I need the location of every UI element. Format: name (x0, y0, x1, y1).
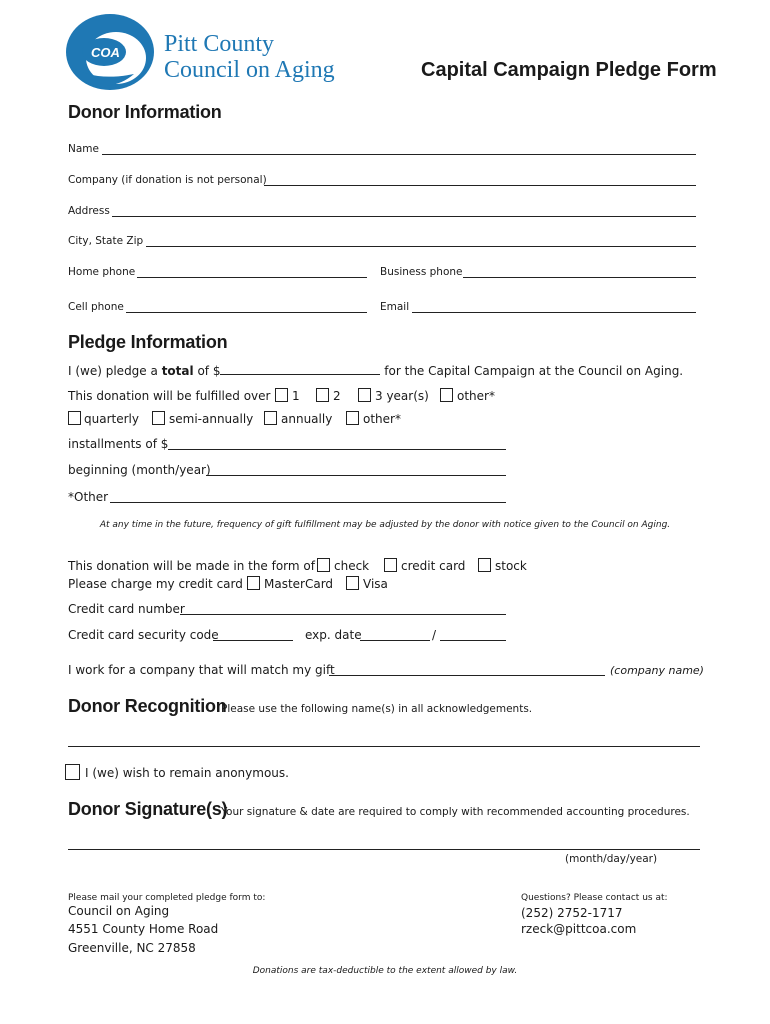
check-label: check (334, 559, 370, 573)
anonymous-checkbox[interactable] (65, 764, 80, 780)
mail-city: Greenville, NC 27858 (68, 941, 196, 955)
signature-field[interactable] (68, 849, 700, 850)
logo (64, 12, 384, 92)
quarterly-label: quarterly (84, 412, 139, 426)
mail-street: 4551 County Home Road (68, 922, 219, 936)
stock-checkbox[interactable] (478, 558, 491, 572)
company-field[interactable] (264, 185, 696, 186)
date-hint: (month/day/year) (565, 853, 658, 865)
pledge-suffix: for the Capital Campaign at the Council on Aging. (384, 364, 684, 378)
email-field[interactable] (412, 312, 696, 313)
quarterly-checkbox[interactable] (68, 411, 81, 425)
email-label: Email (380, 301, 410, 313)
visa-label: Visa (363, 577, 388, 591)
cell-phone-field[interactable] (126, 312, 367, 313)
other-field[interactable] (110, 502, 506, 503)
period-2-checkbox[interactable] (316, 388, 329, 402)
installments-field[interactable] (168, 449, 506, 450)
charge-label: Please charge my credit card (68, 577, 243, 591)
semi-annually-checkbox[interactable] (152, 411, 165, 425)
logo-badge: COA (91, 45, 120, 60)
frequency-other-checkbox[interactable] (346, 411, 359, 425)
name-field[interactable] (102, 154, 696, 155)
contact-phone: (252) 2752-1717 (521, 906, 623, 920)
card-number-label: Credit card number (68, 602, 185, 616)
frequency-other-label: other* (363, 412, 401, 426)
period-other-label: other* (457, 389, 495, 403)
fulfillment-note: At any time in the future, frequency of gift fulfillment may be adjusted by the donor with notice given to the Council on Aging. (99, 520, 671, 530)
donor-info-heading: Donor Information (68, 102, 222, 122)
cell-phone-label: Cell phone (68, 301, 124, 313)
pledge-total: total (161, 364, 194, 378)
logo-line2: Council on Aging (164, 57, 335, 83)
installments-label: installments of $ (68, 437, 169, 451)
recognition-name-field[interactable] (68, 746, 700, 747)
business-phone-field[interactable] (463, 277, 696, 278)
city-label: City, State Zip (68, 235, 144, 247)
pledge-prefix: I (we) pledge a (68, 364, 158, 378)
city-field[interactable] (146, 246, 696, 247)
beginning-label: beginning (month/year) (68, 463, 211, 477)
signature-instruction: Your signature & date are required to comply with recommended accounting procedures. (221, 806, 690, 818)
tax-note: Donations are tax-deductible to the extent allowed by law. (252, 966, 518, 976)
annually-label: annually (281, 412, 333, 426)
mail-org: Council on Aging (68, 904, 170, 918)
exp-year-field[interactable] (440, 640, 506, 641)
donation-form-label: This donation will be made in the form of (68, 559, 315, 573)
security-code-field[interactable] (213, 640, 293, 641)
pledge-info-heading: Pledge Information (68, 332, 228, 352)
home-phone-field[interactable] (137, 277, 367, 278)
questions-label: Questions? Please contact us at: (521, 893, 668, 903)
company-name-hint: (company name) (610, 664, 704, 677)
match-label: I work for a company that will match my gift (68, 663, 335, 677)
credit-card-checkbox[interactable] (384, 558, 397, 572)
stock-label: stock (495, 559, 527, 573)
annually-checkbox[interactable] (264, 411, 277, 425)
match-company-field[interactable] (329, 675, 605, 676)
mastercard-checkbox[interactable] (247, 576, 260, 590)
visa-checkbox[interactable] (346, 576, 359, 590)
address-field[interactable] (112, 216, 696, 217)
exp-month-field[interactable] (360, 640, 430, 641)
card-number-field[interactable] (180, 614, 506, 615)
contact-email[interactable]: rzeck@pittcoa.com (521, 922, 637, 936)
company-label: Company (if donation is not personal) (68, 174, 267, 186)
logo-line1: Pitt County (164, 31, 275, 57)
anonymous-label: I (we) wish to remain anonymous. (85, 766, 289, 780)
exp-date-label: exp. date (305, 628, 362, 642)
credit-card-label: credit card (401, 559, 466, 573)
security-code-label: Credit card security code (68, 628, 219, 642)
period-3-label: 3 year(s) (375, 389, 429, 403)
recognition-instruction: Please use the following name(s) in all acknowledgements. (221, 703, 533, 715)
check-checkbox[interactable] (317, 558, 330, 572)
mastercard-label: MasterCard (264, 577, 334, 591)
pledge-amount-field[interactable] (220, 362, 380, 375)
pledge-line (68, 362, 708, 378)
period-2-label: 2 (333, 389, 341, 403)
period-1-label: 1 (292, 389, 300, 403)
period-3-checkbox[interactable] (358, 388, 371, 402)
fulfilled-label: This donation will be fulfilled over (68, 389, 271, 403)
home-phone-label: Home phone (68, 266, 136, 278)
recognition-heading: Donor Recognition (68, 696, 227, 716)
other-label: *Other (68, 490, 109, 504)
period-other-checkbox[interactable] (440, 388, 453, 402)
business-phone-label: Business phone (380, 266, 463, 278)
signature-heading: Donor Signature(s) (68, 799, 228, 819)
semi-annually-label: semi-annually (169, 412, 254, 426)
beginning-field[interactable] (206, 475, 506, 476)
period-1-checkbox[interactable] (275, 388, 288, 402)
address-label: Address (68, 205, 110, 217)
mail-label: Please mail your completed pledge form to: (68, 893, 266, 903)
exp-separator: / (432, 628, 437, 642)
form-title: Capital Campaign Pledge Form (421, 59, 717, 81)
pledge-of: of $ (197, 364, 221, 378)
name-label: Name (68, 143, 99, 155)
